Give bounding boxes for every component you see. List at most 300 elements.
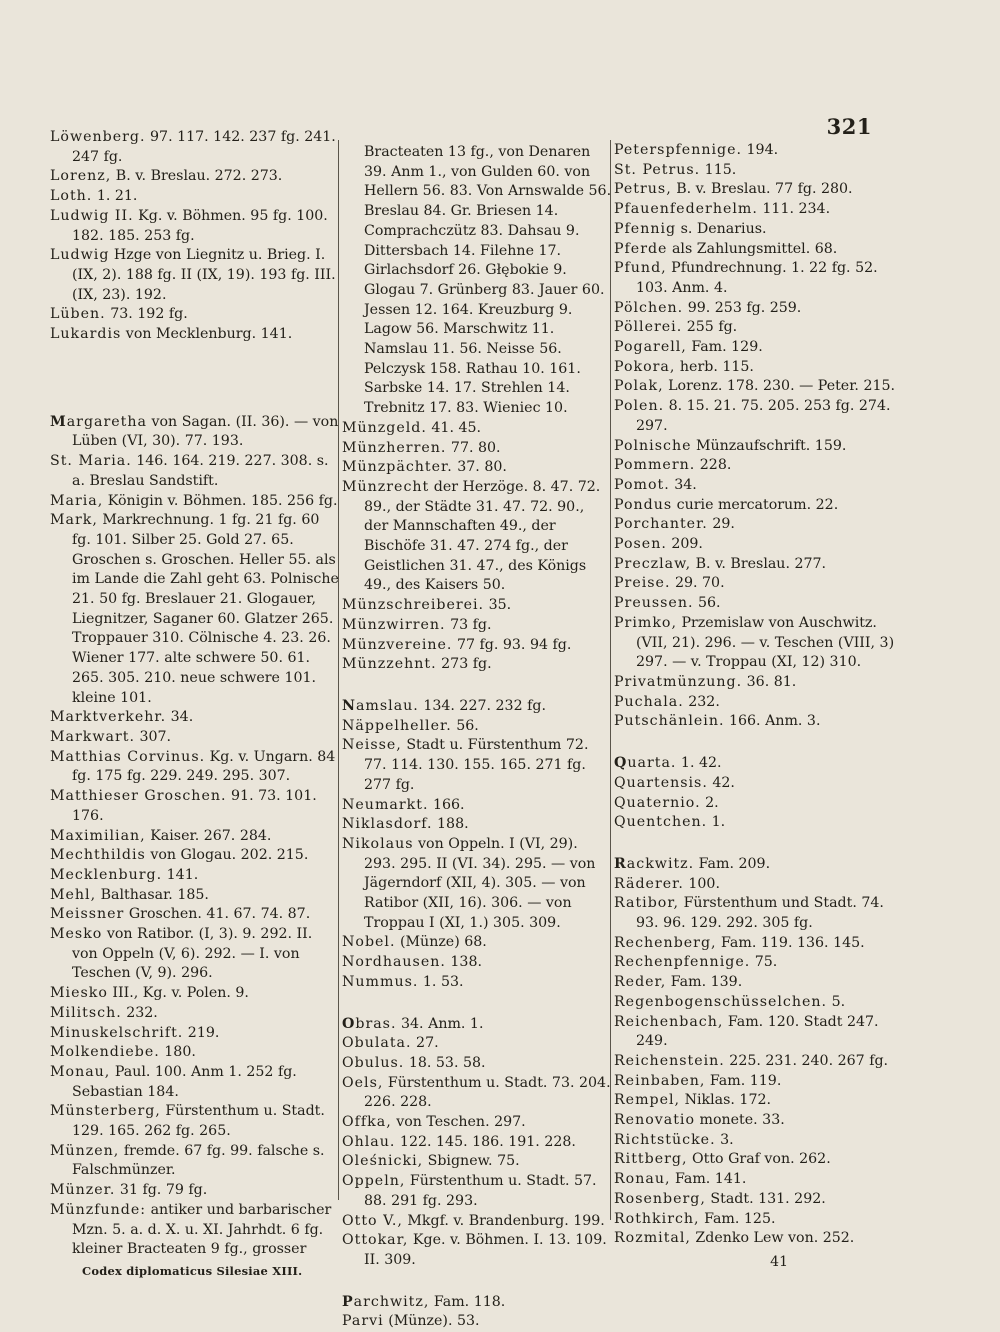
index-entry bbox=[614, 673, 896, 693]
index-entry bbox=[342, 458, 612, 478]
entry-headword: Polen. bbox=[614, 398, 665, 415]
entry-headword: Obulus. bbox=[342, 1054, 405, 1071]
entry-references: Kge. v. Böhmen. I. 13. 109. II. 309. bbox=[364, 1232, 607, 1268]
entry-references: 77. 80. bbox=[446, 439, 501, 456]
section-gap bbox=[50, 345, 340, 413]
entry-headword: Lorenz, bbox=[50, 168, 112, 185]
entry-references: 35. bbox=[484, 597, 512, 614]
index-entry bbox=[342, 736, 612, 795]
index-entry bbox=[614, 614, 896, 673]
index-entry bbox=[342, 815, 612, 835]
entry-references: herb. 115. bbox=[675, 358, 754, 375]
entry-references: 29. bbox=[707, 516, 735, 533]
index-entry bbox=[614, 318, 896, 338]
entry-references: 18. 53. 58. bbox=[404, 1054, 486, 1071]
entry-headword: Ronau, bbox=[614, 1171, 671, 1188]
entry-references: Balthasar. 185. bbox=[96, 886, 209, 903]
entry-headword: Nordhausen. bbox=[342, 954, 446, 971]
section-gap bbox=[342, 1271, 612, 1293]
entry-references: 166. bbox=[428, 796, 465, 813]
entry-references: 273 fg. bbox=[436, 656, 492, 673]
entry-headword: St. Petrus. bbox=[614, 161, 701, 178]
entry-headword: Rozmital, bbox=[614, 1230, 691, 1247]
entry-references: 180. bbox=[159, 1044, 196, 1061]
entry-references: Fam. 141. bbox=[670, 1171, 747, 1188]
index-entry bbox=[614, 813, 896, 833]
index-entry bbox=[50, 1043, 340, 1063]
entry-references: Fürstenthum u. Stadt. 129. 165. 262 fg. 265. bbox=[72, 1103, 325, 1140]
index-entry bbox=[614, 220, 896, 240]
section-initial: Q bbox=[614, 755, 628, 772]
index-entry bbox=[342, 1212, 612, 1232]
index-entry bbox=[342, 1231, 612, 1270]
index-entry bbox=[614, 973, 896, 993]
entry-headword: Neisse, bbox=[342, 737, 402, 754]
index-column-1 bbox=[50, 128, 340, 1282]
index-entry bbox=[50, 728, 340, 748]
index-entry bbox=[614, 1190, 896, 1210]
entry-references: Fam. 119. bbox=[705, 1072, 782, 1089]
entry-headword: Rackwitz. bbox=[614, 855, 695, 872]
index-entry bbox=[342, 973, 612, 993]
entry-references: III., Kg. v. Polen. 9. bbox=[107, 985, 249, 1002]
entry-references: B. v. Breslau. 272. 273. bbox=[111, 168, 283, 185]
entry-headword: Polnische bbox=[614, 437, 692, 454]
entry-headword: Monau, bbox=[50, 1063, 111, 1080]
entry-references: 138. bbox=[445, 954, 482, 971]
index-entry bbox=[342, 636, 612, 656]
index-entry bbox=[614, 377, 896, 397]
entry-headword: Lüben. bbox=[50, 306, 106, 323]
index-entry bbox=[614, 953, 896, 973]
entry-headword: Namslau. bbox=[342, 697, 419, 714]
index-entry bbox=[342, 596, 612, 616]
entry-references: 232. bbox=[683, 693, 720, 710]
entry-headword: Münzpächter. bbox=[342, 459, 453, 476]
index-entry bbox=[50, 492, 340, 512]
index-entry-continuation: Bracteaten 13 fg., von Denaren 39. Anm 1., von Gulden 60. von Hellern 56. 83. Von Arnswalde 56. Breslau 84. Gr. Briesen 14. Comprachczütz 83. Dahsau 9. Dittersbach 14. Filehne 17. Girlachsdorf 26. Głębokie 9. Glogau 7. Grünberg 83. Jauer 60. Jessen 12. 164. Kreuzburg 9. Lagow 56. Marschwitz 11. Namslau 11. 56. Neisse 56. Pelczysk 158. Rathau 10. 161. Sarbske 14. 17. Strehlen 14. Trebnitz 17. 83. Wieniec 10. bbox=[364, 144, 612, 417]
index-entry bbox=[50, 827, 340, 847]
entry-headword: Pölchen. bbox=[614, 299, 684, 316]
index-entry bbox=[342, 1133, 612, 1153]
index-entry bbox=[50, 207, 340, 246]
signature-mark: 41 bbox=[770, 1253, 788, 1270]
index-entry bbox=[50, 1142, 340, 1181]
entry-headword: Löwenberg. bbox=[50, 129, 146, 145]
index-entry bbox=[50, 1004, 340, 1024]
index-column-3 bbox=[614, 141, 896, 1273]
index-entry bbox=[50, 167, 340, 187]
entry-headword: Parchwitz, bbox=[342, 1293, 430, 1310]
entry-headword: Maximilian, bbox=[50, 827, 146, 844]
index-entry bbox=[614, 515, 896, 535]
entry-headword: Marktverkehr. bbox=[50, 709, 167, 726]
section-gap bbox=[342, 675, 612, 697]
entry-headword: Mesko bbox=[50, 926, 103, 943]
entry-headword: Primko, bbox=[614, 614, 677, 631]
entry-references: Przemislaw von Auschwitz. (VII, 21). 296. — v. Teschen (VIII, 3) 297. — v. Troppau (XI, 12) 310. bbox=[636, 614, 895, 671]
entry-headword: Mecklenburg. bbox=[50, 866, 163, 883]
index-entry bbox=[50, 511, 340, 708]
entry-headword: Puchala. bbox=[614, 693, 684, 710]
index-entry bbox=[614, 141, 896, 161]
index-entry bbox=[614, 1150, 896, 1170]
entry-references: Fam. 209. bbox=[694, 855, 771, 872]
section-initial: P bbox=[342, 1293, 354, 1310]
entry-headword: Obras. bbox=[342, 1015, 397, 1032]
index-entry bbox=[614, 574, 896, 594]
entry-headword: Preise. bbox=[614, 575, 671, 592]
entry-headword: Räderer. bbox=[614, 875, 684, 892]
entry-headword: Pferde bbox=[614, 240, 668, 257]
entry-headword: Reinbaben, bbox=[614, 1072, 706, 1089]
entry-references: 73 fg. bbox=[445, 616, 492, 633]
index-entry bbox=[614, 555, 896, 575]
index-entry bbox=[50, 787, 340, 826]
entry-headword: Markwart. bbox=[50, 728, 135, 745]
entry-headword: Pfennig bbox=[614, 220, 677, 237]
index-entry bbox=[50, 905, 340, 925]
entry-references: Paul. 100. Anm 1. 252 fg. Sebastian 184. bbox=[72, 1063, 297, 1100]
entry-headword: Oppeln, bbox=[342, 1173, 406, 1190]
entry-headword: Quentchen. bbox=[614, 814, 708, 831]
entry-references: Sbignew. 75. bbox=[423, 1153, 520, 1170]
entry-headword: Renovatio bbox=[614, 1112, 696, 1129]
entry-references: Fam. 125. bbox=[699, 1210, 776, 1227]
index-entry bbox=[50, 413, 340, 452]
entry-references: (Münze) 68. bbox=[395, 934, 487, 951]
index-entry bbox=[50, 984, 340, 1004]
index-entry bbox=[50, 246, 340, 305]
index-entry bbox=[614, 693, 896, 713]
index-entry bbox=[50, 708, 340, 728]
entry-headword: Meissner bbox=[50, 906, 125, 923]
index-entry bbox=[614, 358, 896, 378]
entry-references: 34. bbox=[669, 476, 697, 493]
entry-references: antiker und barbarischer Mzn. 5. a. d. X. u. XI. Jahrhdt. 6 fg. kleiner Bracteaten 9 fg., grosser bbox=[72, 1201, 332, 1258]
entry-headword: Offka, bbox=[342, 1114, 392, 1131]
entry-references: Fam. 120. Stadt 247. 249. bbox=[636, 1013, 879, 1050]
index-entry bbox=[50, 925, 340, 984]
entry-headword: Peterspfennige. bbox=[614, 142, 742, 158]
entry-references: Niklas. 172. bbox=[680, 1092, 772, 1109]
entry-references: 134. 227. 232 fg. bbox=[418, 697, 546, 714]
entry-headword: Pommern. bbox=[614, 457, 696, 474]
section-gap bbox=[342, 993, 612, 1015]
entry-references: B. v. Breslau. 277. bbox=[691, 555, 827, 572]
entry-references: Kaiser. 267. 284. bbox=[145, 827, 272, 844]
entry-references: monete. 33. bbox=[695, 1112, 785, 1129]
entry-headword: Nikolaus bbox=[342, 835, 414, 852]
entry-references: curie mercatorum. 22. bbox=[672, 496, 839, 513]
entry-references: 31 fg. 79 fg. bbox=[115, 1182, 208, 1199]
entry-headword: Rempel, bbox=[614, 1092, 681, 1109]
entry-references: 56. bbox=[451, 717, 479, 734]
entry-headword: Näppelheller. bbox=[342, 717, 452, 734]
entry-headword: Preussen. bbox=[614, 595, 694, 612]
entry-references: 34. Anm. 1. bbox=[396, 1015, 484, 1032]
entry-references: von Teschen. 297. bbox=[391, 1114, 526, 1131]
entry-headword: Pöllerei. bbox=[614, 319, 683, 336]
entry-headword: St. Maria. bbox=[50, 453, 132, 470]
entry-references: 37. 80. bbox=[452, 459, 507, 476]
section-initial: R bbox=[614, 855, 627, 872]
index-entry bbox=[614, 1210, 896, 1230]
entry-references: 188. bbox=[432, 816, 469, 833]
entry-references: der Herzöge. 8. 47. 72. 89., der Städte 31. 47. 72. 90., der Mannschaften 49., der Bischöfe 31. 47. 274 fg., der Geistlichen 31. 47., des Königs 49., des Kaisers 50. bbox=[364, 478, 601, 594]
index-entry bbox=[50, 325, 340, 345]
entry-references: Kg. v. Ungarn. 84 fg. 175 fg. 229. 249. 295. 307. bbox=[72, 748, 336, 785]
index-entry bbox=[50, 1024, 340, 1044]
entry-headword: Rothkirch, bbox=[614, 1210, 700, 1227]
entry-references: 228. bbox=[695, 457, 732, 474]
entry-references: 56. bbox=[693, 595, 721, 612]
entry-headword: Molkendiebe. bbox=[50, 1044, 160, 1061]
entry-references: 3. bbox=[715, 1131, 734, 1148]
index-entry bbox=[342, 478, 612, 596]
entry-headword: Pondus bbox=[614, 496, 673, 513]
entry-headword: Münsterberg, bbox=[50, 1103, 161, 1120]
index-entry bbox=[614, 1013, 896, 1052]
index-entry bbox=[614, 180, 896, 200]
index-entry bbox=[50, 748, 340, 787]
index-entry bbox=[342, 796, 612, 816]
index-entry bbox=[614, 1091, 896, 1111]
index-entry bbox=[614, 875, 896, 895]
entry-references: 36. 81. bbox=[742, 673, 797, 690]
index-entry bbox=[614, 993, 896, 1013]
entry-headword: Porchanter. bbox=[614, 516, 708, 533]
entry-headword: Nobel. bbox=[342, 934, 396, 951]
index-entry bbox=[614, 1072, 896, 1092]
index-entry bbox=[342, 1293, 612, 1313]
entry-headword: Obulata. bbox=[342, 1035, 412, 1052]
entry-references: 77 fg. 93. 94 fg. bbox=[452, 636, 572, 653]
entry-headword: Ludwig bbox=[50, 247, 110, 264]
index-entry bbox=[614, 200, 896, 220]
entry-headword: Petrus, bbox=[614, 181, 672, 198]
section-initial: M bbox=[50, 413, 67, 430]
index-entry bbox=[614, 496, 896, 516]
entry-headword: Münzvereine. bbox=[342, 636, 453, 653]
entry-references: 91. 73. 101. 176. bbox=[72, 788, 317, 824]
index-entry bbox=[342, 1034, 612, 1054]
entry-headword: Münzwirren. bbox=[342, 616, 446, 633]
entry-references: Groschen. 41. 67. 74. 87. bbox=[124, 906, 311, 923]
entry-references: Königin v. Böhmen. 185. 256 fg. bbox=[103, 492, 338, 509]
index-entry bbox=[50, 452, 340, 491]
entry-references: fremde. 67 fg. 99. falsche s. Falschmünzer. bbox=[72, 1142, 325, 1179]
entry-references: Fürstenthum u. Stadt. 57. 88. 291 fg. 293. bbox=[364, 1173, 597, 1209]
index-entry bbox=[614, 855, 896, 875]
entry-references: Fam. 118. bbox=[429, 1293, 506, 1310]
entry-headword: Maria, bbox=[50, 492, 104, 509]
index-entry bbox=[342, 616, 612, 636]
entry-references: Mkgf. v. Brandenburg. 199. bbox=[402, 1212, 605, 1229]
entry-references: 34. bbox=[166, 709, 194, 726]
index-entry bbox=[614, 456, 896, 476]
index-entry bbox=[614, 437, 896, 457]
index-entry bbox=[614, 240, 896, 260]
index-entry bbox=[342, 439, 612, 459]
entry-references: 1. 53. bbox=[418, 973, 464, 990]
entry-headword: Nummus. bbox=[342, 973, 419, 990]
index-entry bbox=[342, 1074, 612, 1113]
entry-headword: Militsch. bbox=[50, 1004, 122, 1021]
entry-references: (Münze). 53. bbox=[383, 1313, 480, 1330]
entry-references: 100. bbox=[683, 875, 720, 892]
entry-references: 115. bbox=[700, 161, 737, 178]
entry-references: 42. bbox=[707, 774, 735, 791]
entry-headword: Reder, bbox=[614, 974, 667, 991]
entry-references: 141. bbox=[162, 866, 199, 883]
entry-headword: Margaretha bbox=[50, 413, 147, 430]
entry-references: 255 fg. bbox=[682, 319, 738, 336]
entry-headword: Quaternio. bbox=[614, 794, 701, 811]
entry-references: Hzge von Liegnitz u. Brieg. I. (IX, 2). 188 fg. II (IX, 19). 193 fg. III. (IX, 23). 192. bbox=[72, 247, 336, 303]
entry-headword: Reichenbach, bbox=[614, 1013, 724, 1030]
index-column-2 bbox=[342, 143, 612, 1332]
entry-headword: Minuskelschrift. bbox=[50, 1024, 184, 1041]
entry-references: von Ratibor. (I, 3). 9. 292. II. von Oppeln (V, 6). 292. — I. von Teschen (V, 9). 296. bbox=[72, 926, 313, 982]
entry-headword: Oleśnicki, bbox=[342, 1153, 424, 1170]
entry-references: Markrechnung. 1 fg. 21 fg. 60 fg. 101. Silber 25. Gold 27. 65. Groschen s. Groschen. Heller 55. als im Lande die Zahl geht 63. Polnische 21. 50 fg. Breslauer 21. Glogauer, Liegnitzer, Saganer 60. Glatzer 265. Troppauer 310. Cölnische 4. 23. 26. Wiener 177. alte schwere 50. 61. 265. 305. 210. neue schwere 101. kleine 101. bbox=[72, 512, 339, 706]
entry-headword: Rosenberg, bbox=[614, 1190, 706, 1207]
entry-headword: Neumarkt. bbox=[342, 796, 429, 813]
entry-headword: Pokora, bbox=[614, 358, 676, 375]
entry-headword: Münzschreiberei. bbox=[342, 597, 485, 614]
entry-references: 1. 21. bbox=[92, 188, 138, 205]
index-entry bbox=[342, 717, 612, 737]
section-gap bbox=[614, 833, 896, 855]
entry-references: 225. 231. 240. 267 fg. bbox=[724, 1052, 889, 1069]
entry-references: Fürstenthum u. Stadt. 73. 204. 226. 228. bbox=[364, 1074, 611, 1111]
entry-references: 75. bbox=[750, 954, 778, 971]
entry-headword: Ohlau. bbox=[342, 1133, 396, 1150]
entry-references: Otto Graf von. 262. bbox=[687, 1151, 831, 1168]
entry-headword: Münzzehnt. bbox=[342, 656, 437, 673]
entry-references: Fam. 119. 136. 145. bbox=[716, 934, 865, 951]
entry-headword: Münzgeld. bbox=[342, 419, 427, 436]
index-entry bbox=[50, 128, 340, 167]
entry-headword: Pfund, bbox=[614, 260, 667, 277]
entry-references: 232. bbox=[121, 1004, 158, 1021]
section-initial: O bbox=[342, 1015, 356, 1032]
entry-references: 111. 234. bbox=[757, 201, 831, 218]
index-entry bbox=[614, 774, 896, 794]
index-entry bbox=[614, 712, 896, 732]
entry-references: Münzaufschrift. 159. bbox=[691, 437, 847, 454]
index-entry bbox=[614, 594, 896, 614]
entry-references: 29. 70. bbox=[670, 575, 725, 592]
entry-headword: Münzrecht bbox=[342, 478, 430, 495]
entry-references: von Oppeln. I (VI, 29). 293. 295. II (VI. 34). 295. — von Jägerndorf (XII, 4). 305. — von Ratibor (XII, 16). 306. — von Troppau I (XI, 1.) 305. 309. bbox=[364, 835, 596, 931]
entry-references: 146. 164. 219. 227. 308. s. a. Breslau Sandstift. bbox=[72, 453, 329, 489]
index-entry bbox=[342, 1113, 612, 1133]
index-entry bbox=[342, 1054, 612, 1074]
entry-references: Pfundrechnung. 1. 22 fg. 52. 103. Anm. 4. bbox=[636, 260, 878, 296]
entry-references: als Zahlungsmittel. 68. bbox=[667, 240, 838, 257]
printer-signature: Codex diplomaticus Silesiae XIII. bbox=[82, 1263, 303, 1278]
entry-headword: Parvi bbox=[342, 1313, 384, 1330]
index-entry bbox=[50, 1102, 340, 1141]
entry-references: 122. 145. 186. 191. 228. bbox=[395, 1133, 576, 1150]
entry-headword: Putschänlein. bbox=[614, 713, 725, 730]
entry-headword: Oels, bbox=[342, 1074, 384, 1091]
index-entry bbox=[614, 1111, 896, 1131]
entry-headword: Matthias Corvinus. bbox=[50, 748, 206, 765]
index-entry bbox=[50, 1063, 340, 1102]
entry-headword: Quartensis. bbox=[614, 774, 708, 791]
entry-references: s. Denarius. bbox=[676, 220, 767, 237]
index-entry bbox=[614, 934, 896, 954]
entry-references: 41. 45. bbox=[426, 419, 482, 436]
entry-headword: Richtstücke. bbox=[614, 1131, 716, 1148]
entry-references: von Glogau. 202. 215. bbox=[145, 847, 309, 864]
index-entry bbox=[614, 794, 896, 814]
entry-headword: Reichenstein. bbox=[614, 1052, 725, 1069]
entry-headword: Rechenberg, bbox=[614, 934, 717, 951]
index-entry bbox=[614, 1229, 896, 1249]
entry-references: 27. bbox=[411, 1035, 439, 1052]
entry-headword: Münzen, bbox=[50, 1142, 120, 1159]
index-entry bbox=[342, 697, 612, 717]
entry-headword: Ludwig II. bbox=[50, 207, 134, 224]
index-entry bbox=[342, 1172, 612, 1211]
entry-headword: Quarta. bbox=[614, 755, 677, 772]
entry-headword: Otto V., bbox=[342, 1212, 403, 1229]
index-entry bbox=[614, 476, 896, 496]
entry-references: Lorenz. 178. 230. — Peter. 215. bbox=[663, 378, 896, 395]
entry-references: von Sagan. (II. 36). — von Lüben (VI, 30). 77. 193. bbox=[72, 413, 339, 450]
index-entry bbox=[342, 655, 612, 675]
entry-headword: Posen. bbox=[614, 536, 667, 553]
index-entry bbox=[50, 187, 340, 207]
entry-references: 99. 253 fg. 259. bbox=[683, 299, 802, 316]
index-entry bbox=[342, 1312, 612, 1332]
index-entry bbox=[614, 1052, 896, 1072]
index-entry bbox=[614, 535, 896, 555]
entry-references: Fam. 139. bbox=[666, 974, 743, 991]
index-entry bbox=[342, 419, 612, 439]
entry-headword: Rechenpfennige. bbox=[614, 954, 751, 971]
entry-references: 307. bbox=[134, 728, 172, 745]
entry-references: 1. 42. bbox=[676, 755, 722, 772]
entry-references: 209. bbox=[666, 536, 703, 553]
index-entry bbox=[50, 846, 340, 866]
entry-headword: Regenbogenschüsselchen. bbox=[614, 993, 828, 1010]
index-entry bbox=[614, 754, 896, 774]
entry-headword: Lukardis bbox=[50, 326, 122, 343]
entry-headword: Pogarell, bbox=[614, 339, 687, 356]
entry-headword: Mechthildis bbox=[50, 847, 146, 864]
entry-headword: Matthieser Groschen. bbox=[50, 788, 227, 805]
entry-references: 97. 117. 142. 237 fg. 241. 247 fg. bbox=[72, 129, 336, 165]
entry-headword: Pfauenfederhelm. bbox=[614, 201, 758, 218]
index-entry bbox=[342, 1015, 612, 1035]
index-entry bbox=[50, 866, 340, 886]
section-gap bbox=[614, 732, 896, 754]
entry-references: Zdenko Lew von. 252. bbox=[690, 1230, 855, 1247]
page-number: 321 bbox=[826, 114, 872, 139]
entry-headword: Mark, bbox=[50, 512, 98, 529]
entry-headword: Pomot. bbox=[614, 476, 670, 493]
index-entry bbox=[614, 338, 896, 358]
index-entry bbox=[342, 835, 612, 934]
index-entry bbox=[342, 933, 612, 953]
index-entry bbox=[342, 1152, 612, 1172]
entry-headword: Preczlaw, bbox=[614, 555, 692, 572]
